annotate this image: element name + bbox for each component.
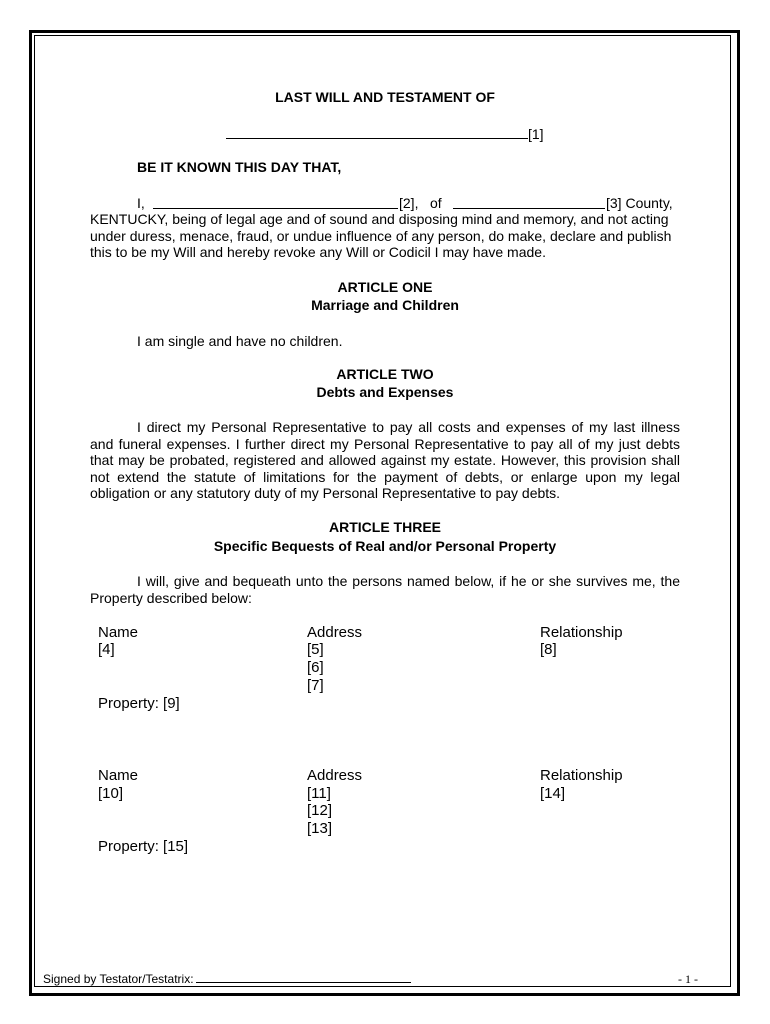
bequest-2-name-label: Name — [98, 767, 139, 784]
county-blank-3[interactable] — [453, 195, 605, 209]
signed-by-label: Signed by Testator/Testatrix: — [43, 972, 194, 986]
bequest-2-address-line-2: [12] — [307, 802, 333, 819]
document-title: LAST WILL AND TESTAMENT OF — [275, 89, 495, 105]
ref-1: [1] — [528, 126, 544, 142]
bequest-2-address-line-1: [11] — [307, 785, 331, 802]
article-two-heading: ARTICLE TWO — [336, 366, 434, 382]
bequest-1-address-line-1: [5] — [307, 641, 324, 658]
bequest-1-relationship: [8] — [540, 641, 557, 658]
signature-line[interactable] — [196, 972, 411, 983]
bequest-2-property: Property: [15] — [98, 838, 189, 855]
intro-i: I, — [137, 195, 145, 211]
testator-blank-2[interactable] — [153, 195, 398, 209]
article-two-text: I direct my Personal Representative to pay all costs and expenses of my last illness and funeral expenses. I further direct my Personal Representative to pay all of my just debts that may be probated, registered and allowed against my estate. However, this provision shall not extend the statute of limitations for the payment of debts, or enlarge upon my legal obligation or any statutory duty of my Personal Representative to pay debts. — [90, 419, 680, 501]
article-one-text: I am single and have no children. — [137, 333, 343, 349]
bequest-1-property: Property: [9] — [98, 695, 180, 712]
intro-line-3: under duress, menace, fraud, or undue influence of any person, do make, declare and publish — [90, 228, 672, 244]
article-one-heading: ARTICLE ONE — [337, 279, 433, 295]
bequest-2-address-line-3: [13] — [307, 820, 333, 837]
bequest-1-address-line-2: [6] — [307, 659, 324, 676]
bequest-1-address-line-3: [7] — [307, 677, 324, 694]
article-three-heading: ARTICLE THREE — [329, 519, 441, 535]
bequest-2-relationship-label: Relationship — [540, 767, 623, 784]
bequest-1-relationship-label: Relationship — [540, 624, 623, 641]
article-three-subheading: Specific Bequests of Real and/or Personal Property — [213, 538, 557, 554]
intro-line-2: KENTUCKY, being of legal age and of sound and disposing mind and memory, and not acting — [90, 211, 669, 227]
intro-line-4: this to be my Will and hereby revoke any Will or Codicil I may have made. — [90, 244, 546, 260]
testator-name-blank[interactable] — [226, 125, 528, 139]
ref-2: [2], — [399, 195, 419, 211]
intro-of: of — [430, 195, 442, 211]
article-one-subheading: Marriage and Children — [311, 297, 459, 313]
article-three-text: I will, give and bequeath unto the persons named below, if he or she survives me, the Property described below: — [90, 573, 680, 606]
bequest-1-address-label: Address — [307, 624, 363, 641]
ref-3: [3] County, — [606, 195, 673, 211]
testator-name-field[interactable] — [226, 125, 544, 142]
signature-footer — [43, 972, 411, 986]
bequest-1-name: [4] — [98, 641, 115, 658]
page-number: - 1 - — [678, 972, 698, 986]
known-heading: BE IT KNOWN THIS DAY THAT, — [137, 159, 342, 175]
bequest-2-name: [10] — [98, 785, 124, 802]
bequest-1-name-label: Name — [98, 624, 139, 641]
bequest-2-address-label: Address — [307, 767, 363, 784]
article-two-subheading: Debts and Expenses — [316, 384, 454, 400]
bequest-2-relationship: [14] — [540, 785, 566, 802]
